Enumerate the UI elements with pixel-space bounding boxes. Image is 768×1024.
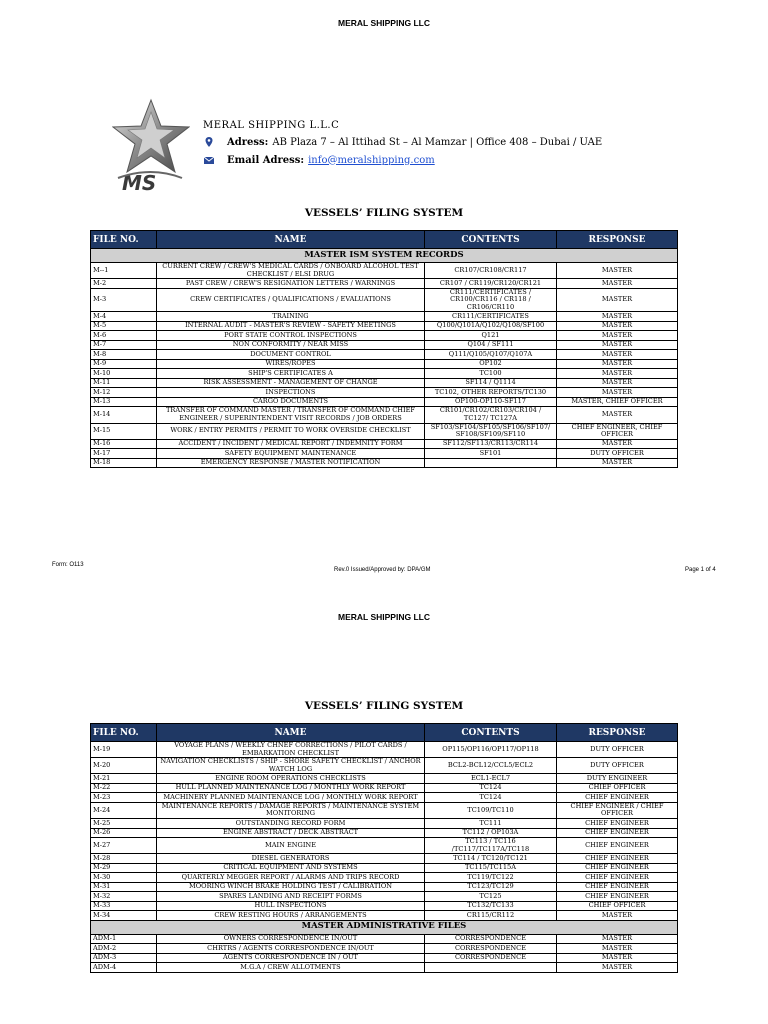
table-row xyxy=(91,369,678,379)
contents-cell: TC111 xyxy=(425,819,557,829)
contents-cell: TC132/TC133 xyxy=(425,901,557,911)
response-cell: CHIEF ENGINEER xyxy=(557,892,678,902)
response-cell: CHIEF OFFICER xyxy=(557,901,678,911)
file-no-cell: M-16 xyxy=(91,439,157,449)
section-title: MASTER ADMINISTRATIVE FILES xyxy=(91,920,678,934)
table-row xyxy=(91,882,678,892)
col-response: RESPONSE xyxy=(557,724,678,742)
file-no-cell: M-29 xyxy=(91,863,157,873)
table-row xyxy=(91,449,678,459)
name-cell: DIESEL GENERATORS xyxy=(157,854,425,864)
table-row xyxy=(91,828,678,838)
response-cell: CHIEF ENGINEER xyxy=(557,819,678,829)
name-cell: INTERNAL AUDIT - MASTER'S REVIEW - SAFETY MEETINGS xyxy=(157,321,425,331)
response-cell: MASTER, CHIEF OFFICER xyxy=(557,397,678,407)
file-no-cell: M-7 xyxy=(91,340,157,350)
file-no-cell: M-15 xyxy=(91,423,157,439)
table-row xyxy=(91,783,678,793)
name-cell: PAST CREW / CREW'S RESIGNATION LETTERS / WARNINGS xyxy=(157,279,425,289)
name-cell: WIRES/ROPES xyxy=(157,359,425,369)
table-row xyxy=(91,911,678,921)
address-text: AB Plaza 7 – Al Ittihad St – Al Mamzar | Office 408 – Dubai / UAE xyxy=(272,136,603,148)
contents-cell: SF103/SF104/SF105/SF106/SF107/ SF108/SF109/SF110 xyxy=(425,423,557,439)
name-cell: CREW RESTING HOURS / ARRANGEMENTS xyxy=(157,911,425,921)
file-no-cell: M-10 xyxy=(91,369,157,379)
contents-cell: CR115/CR112 xyxy=(425,911,557,921)
name-cell: MOORING WINCH BRAKE HOLDING TEST / CALIBRATION xyxy=(157,882,425,892)
response-cell: MASTER xyxy=(557,911,678,921)
table-row xyxy=(91,901,678,911)
response-cell: MASTER xyxy=(557,378,678,388)
table-row xyxy=(91,802,678,818)
col-contents: CONTENTS xyxy=(425,724,557,742)
contents-cell: OP102 xyxy=(425,359,557,369)
name-cell: AGENTS CORRESPONDENCE IN / OUT xyxy=(157,953,425,963)
contents-cell: Q104 / SF111 xyxy=(425,340,557,350)
name-cell: OWNERS CORRESPONDENCE IN/OUT xyxy=(157,934,425,944)
table-row xyxy=(91,439,678,449)
file-no-cell: ADM-1 xyxy=(91,934,157,944)
table-row xyxy=(91,838,678,854)
contents-cell: TC123/TC129 xyxy=(425,882,557,892)
contents-cell: CORRESPONDENCE xyxy=(425,934,557,944)
response-cell: CHIEF ENGINEER xyxy=(557,854,678,864)
contents-cell: TC109/TC110 xyxy=(425,802,557,818)
footer-rev: Rev.0 Issued/Approved by: DPA/GM xyxy=(334,567,431,573)
name-cell: SPARES LANDING AND RECEIPT FORMS xyxy=(157,892,425,902)
name-cell: NAVIGATION CHECKLISTS / SHIP - SHORE SAFETY CHECKLIST / ANCHOR WATCH LOG xyxy=(157,758,425,774)
col-contents: CONTENTS xyxy=(425,231,557,249)
name-cell: MAINTENANCE REPORTS / DAMAGE REPORTS / MAINTENANCE SYSTEM MONITORING xyxy=(157,802,425,818)
col-name: NAME xyxy=(157,724,425,742)
contents-cell: Q111/Q105/Q107/Q107A xyxy=(425,350,557,360)
table-row xyxy=(91,388,678,398)
address-line xyxy=(203,136,602,148)
response-cell: CHIEF ENGINEER xyxy=(557,882,678,892)
file-no-cell: ADM-4 xyxy=(91,963,157,973)
contents-cell: ECL1-ECL7 xyxy=(425,774,557,784)
company-name: MERAL SHIPPING L.L.C xyxy=(203,120,340,131)
table-row xyxy=(91,350,678,360)
response-cell: MASTER xyxy=(557,953,678,963)
file-no-cell: M-22 xyxy=(91,783,157,793)
table-row xyxy=(91,458,678,468)
name-cell: MAIN ENGINE xyxy=(157,838,425,854)
svg-text:MS: MS xyxy=(122,171,157,195)
response-cell: DUTY ENGINEER xyxy=(557,774,678,784)
name-cell: EMERGENCY RESPONSE / MASTER NOTIFICATION xyxy=(157,458,425,468)
name-cell: WORK / ENTRY PERMITS / PERMIT TO WORK OVERSIDE CHECKLIST xyxy=(157,423,425,439)
table-row xyxy=(91,407,678,423)
file-no-cell: M-31 xyxy=(91,882,157,892)
page-title: VESSELS’ FILING SYSTEM xyxy=(304,207,464,219)
contents-cell: CR101/CR102/CR103/CR104 / TC127/ TC127A xyxy=(425,407,557,423)
response-cell: MASTER xyxy=(557,439,678,449)
response-cell: CHIEF ENGINEER xyxy=(557,863,678,873)
contents-cell: SF101 xyxy=(425,449,557,459)
file-no-cell: M-24 xyxy=(91,802,157,818)
table-row xyxy=(91,953,678,963)
contents-cell: BCL2-BCL12/CCL5/ECL2 xyxy=(425,758,557,774)
contents-cell: Q121 xyxy=(425,331,557,341)
contents-cell: TC115/TC115A xyxy=(425,863,557,873)
col-file-no: FILE NO. xyxy=(91,724,157,742)
name-cell: NON CONFORMITY / NEAR MISS xyxy=(157,340,425,350)
table-body xyxy=(91,249,678,468)
file-no-cell: M-28 xyxy=(91,854,157,864)
contents-cell: SF112/SF113/CR113/CR114 xyxy=(425,439,557,449)
file-no-cell: M-3 xyxy=(91,288,157,312)
name-cell: DOCUMENT CONTROL xyxy=(157,350,425,360)
footer-page: Page 1 of 4 xyxy=(685,567,716,573)
name-cell: HULL PLANNED MAINTENANCE LOG / MONTHLY WORK REPORT xyxy=(157,783,425,793)
contents-cell: TC102, OTHER REPORTS/TC130 xyxy=(425,388,557,398)
response-cell: MASTER xyxy=(557,321,678,331)
name-cell: CRITICAL EQUIPMENT AND SYSTEMS xyxy=(157,863,425,873)
table-row xyxy=(91,944,678,954)
file-no-cell: M-9 xyxy=(91,359,157,369)
contents-cell: TC125 xyxy=(425,892,557,902)
file-no-cell: M-27 xyxy=(91,838,157,854)
table-row xyxy=(91,863,678,873)
name-cell: HULL INSPECTIONS xyxy=(157,901,425,911)
name-cell: SHIP'S CERTIFICATES A xyxy=(157,369,425,379)
file-no-cell: M-21 xyxy=(91,774,157,784)
file-no-cell: M-33 xyxy=(91,901,157,911)
file-no-cell: M-5 xyxy=(91,321,157,331)
file-no-cell: M-23 xyxy=(91,793,157,803)
table-row xyxy=(91,793,678,803)
file-no-cell: M-13 xyxy=(91,397,157,407)
name-cell: RISK ASSESSMENT - MANAGEMENT OF CHANGE xyxy=(157,378,425,388)
file-no-cell: M-30 xyxy=(91,873,157,883)
contents-cell xyxy=(425,963,557,973)
contents-cell: OP115/OP116/OP117/OP118 xyxy=(425,742,557,758)
response-cell: MASTER xyxy=(557,263,678,279)
table-header-row xyxy=(91,231,678,249)
table-row xyxy=(91,892,678,902)
name-cell: MACHINERY PLANNED MAINTENANCE LOG / MONTHLY WORK REPORT xyxy=(157,793,425,803)
table-header-row xyxy=(91,724,678,742)
table-row xyxy=(91,263,678,279)
response-cell: MASTER xyxy=(557,458,678,468)
name-cell: VOYAGE PLANS / WEEKLY CHNEF CORRECTIONS / PILOT CARDS / EMBARKATION CHECKLIST xyxy=(157,742,425,758)
name-cell: CHRTRS / AGENTS CORRESPONDENCE IN/OUT xyxy=(157,944,425,954)
name-cell: TRAINING xyxy=(157,312,425,322)
table-row xyxy=(91,742,678,758)
table-row xyxy=(91,359,678,369)
email-line xyxy=(203,154,435,166)
response-cell: CHIEF ENGINEER / CHIEF OFFICER xyxy=(557,802,678,818)
name-cell: M.G.A / CREW ALLOTMENTS xyxy=(157,963,425,973)
table-row xyxy=(91,873,678,883)
name-cell: TRANSFER OF COMMAND MASTER / TRANSFER OF COMMAND CHIEF ENGINEER / SUPERINTENDENT VISIT RECORDS / JOB ORDERS xyxy=(157,407,425,423)
contents-cell: SF114 / Q1114 xyxy=(425,378,557,388)
response-cell: MASTER xyxy=(557,312,678,322)
response-cell: MASTER xyxy=(557,369,678,379)
file-no-cell: M-8 xyxy=(91,350,157,360)
page-header-2: MERAL SHIPPING LLC xyxy=(338,612,430,622)
response-cell: CHIEF ENGINEER xyxy=(557,793,678,803)
file-no-cell: M-14 xyxy=(91,407,157,423)
file-no-cell: M-2 xyxy=(91,279,157,289)
col-file-no: FILE NO. xyxy=(91,231,157,249)
email-link[interactable]: info@meralshipping.com xyxy=(308,154,435,166)
response-cell: DUTY OFFICER xyxy=(557,742,678,758)
file-no-cell: M-32 xyxy=(91,892,157,902)
contents-cell: TC100 xyxy=(425,369,557,379)
filing-table-2 xyxy=(90,723,678,973)
table-row xyxy=(91,758,678,774)
name-cell: SAFETY EQUIPMENT MAINTENANCE xyxy=(157,449,425,459)
contents-cell: TC119/TC122 xyxy=(425,873,557,883)
name-cell: QUARTERLY MEGGER REPORT / ALARMS AND TRIPS RECORD xyxy=(157,873,425,883)
contents-cell: CORRESPONDENCE xyxy=(425,944,557,954)
page-title-2: VESSELS’ FILING SYSTEM xyxy=(304,700,464,712)
name-cell: CARGO DOCUMENTS xyxy=(157,397,425,407)
file-no-cell: M-11 xyxy=(91,378,157,388)
contents-cell: TC124 xyxy=(425,793,557,803)
page-header: MERAL SHIPPING LLC xyxy=(338,18,430,28)
response-cell: MASTER xyxy=(557,340,678,350)
file-no-cell: M-6 xyxy=(91,331,157,341)
name-cell: CREW CERTIFICATES / QUALIFICATIONS / EVALUATIONS xyxy=(157,288,425,312)
contents-cell: CR111/CERTIFICATES / CR100/CR116 / CR118 / CR106/CR110 xyxy=(425,288,557,312)
company-logo xyxy=(112,96,190,196)
col-name: NAME xyxy=(157,231,425,249)
response-cell: MASTER xyxy=(557,944,678,954)
table-row xyxy=(91,819,678,829)
response-cell: MASTER xyxy=(557,331,678,341)
section-row xyxy=(91,249,678,263)
address-label: Adress: xyxy=(227,136,269,148)
response-cell: MASTER xyxy=(557,407,678,423)
file-no-cell: M-19 xyxy=(91,742,157,758)
location-pin-icon xyxy=(203,136,215,148)
file-no-cell: ADM-2 xyxy=(91,944,157,954)
table-row xyxy=(91,331,678,341)
contents-cell: CORRESPONDENCE xyxy=(425,953,557,963)
section-row xyxy=(91,920,678,934)
table-row xyxy=(91,423,678,439)
file-no-cell: M-12 xyxy=(91,388,157,398)
response-cell: CHIEF ENGINEER xyxy=(557,828,678,838)
name-cell: INSPECTIONS xyxy=(157,388,425,398)
contents-cell: TC113 / TC116 /TC117/TC117A/TC118 xyxy=(425,838,557,854)
contents-cell: TC124 xyxy=(425,783,557,793)
contents-cell: CR107 / CR119/CR120/CR121 xyxy=(425,279,557,289)
section-title: MASTER ISM SYSTEM RECORDS xyxy=(91,249,678,263)
table-row xyxy=(91,934,678,944)
response-cell: CHIEF OFFICER xyxy=(557,783,678,793)
table-row xyxy=(91,774,678,784)
file-no-cell: M-4 xyxy=(91,312,157,322)
name-cell: ACCIDENT / INCIDENT / MEDICAL REPORT / INDEMNITY FORM xyxy=(157,439,425,449)
response-cell: MASTER xyxy=(557,359,678,369)
response-cell: CHIEF ENGINEER, CHIEF OFFICER xyxy=(557,423,678,439)
table-row xyxy=(91,288,678,312)
envelope-icon xyxy=(203,154,215,166)
response-cell: MASTER xyxy=(557,279,678,289)
file-no-cell: M-25 xyxy=(91,819,157,829)
name-cell: ENGINE ROOM OPERATIONS CHECKLISTS xyxy=(157,774,425,784)
contents-cell: TC114 / TC120/TC121 xyxy=(425,854,557,864)
table-row xyxy=(91,321,678,331)
contents-cell: CR107/CR108/CR117 xyxy=(425,263,557,279)
contents-cell: TC112 / OP103A xyxy=(425,828,557,838)
response-cell: MASTER xyxy=(557,934,678,944)
table-row xyxy=(91,279,678,289)
footer-form: Form: O113 xyxy=(52,562,84,568)
name-cell: PORT STATE CONTROL INSPECTIONS xyxy=(157,331,425,341)
file-no-cell: M--1 xyxy=(91,263,157,279)
file-no-cell: ADM-3 xyxy=(91,953,157,963)
response-cell: DUTY OFFICER xyxy=(557,449,678,459)
name-cell: ENGINE ABSTRACT / DECK ABSTRACT xyxy=(157,828,425,838)
file-no-cell: M-20 xyxy=(91,758,157,774)
col-response: RESPONSE xyxy=(557,231,678,249)
table-row xyxy=(91,378,678,388)
email-label: Email Adress: xyxy=(227,154,305,166)
file-no-cell: M-17 xyxy=(91,449,157,459)
table-body xyxy=(91,742,678,973)
contents-cell: OP100-OP110-SF117 xyxy=(425,397,557,407)
contents-cell xyxy=(425,458,557,468)
response-cell: MASTER xyxy=(557,288,678,312)
response-cell: DUTY OFFICER xyxy=(557,758,678,774)
contents-cell: Q100/Q101A/Q102/Q108/SF100 xyxy=(425,321,557,331)
response-cell: MASTER xyxy=(557,963,678,973)
contents-cell: CR111/CERTIFICATES xyxy=(425,312,557,322)
response-cell: CHIEF ENGINEER xyxy=(557,873,678,883)
table-row xyxy=(91,340,678,350)
name-cell: OUTSTANDING RECORD FORM xyxy=(157,819,425,829)
file-no-cell: M-34 xyxy=(91,911,157,921)
response-cell: MASTER xyxy=(557,388,678,398)
table-row xyxy=(91,312,678,322)
file-no-cell: M-26 xyxy=(91,828,157,838)
response-cell: MASTER xyxy=(557,350,678,360)
table-row xyxy=(91,963,678,973)
file-no-cell: M-18 xyxy=(91,458,157,468)
filing-table-1 xyxy=(90,230,678,468)
name-cell: CURRENT CREW / CREW'S MEDICAL CARDS / ONBOARD ALCOHOL TEST CHECKLIST / ELSI DRUG xyxy=(157,263,425,279)
response-cell: CHIEF ENGINEER xyxy=(557,838,678,854)
table-row xyxy=(91,854,678,864)
